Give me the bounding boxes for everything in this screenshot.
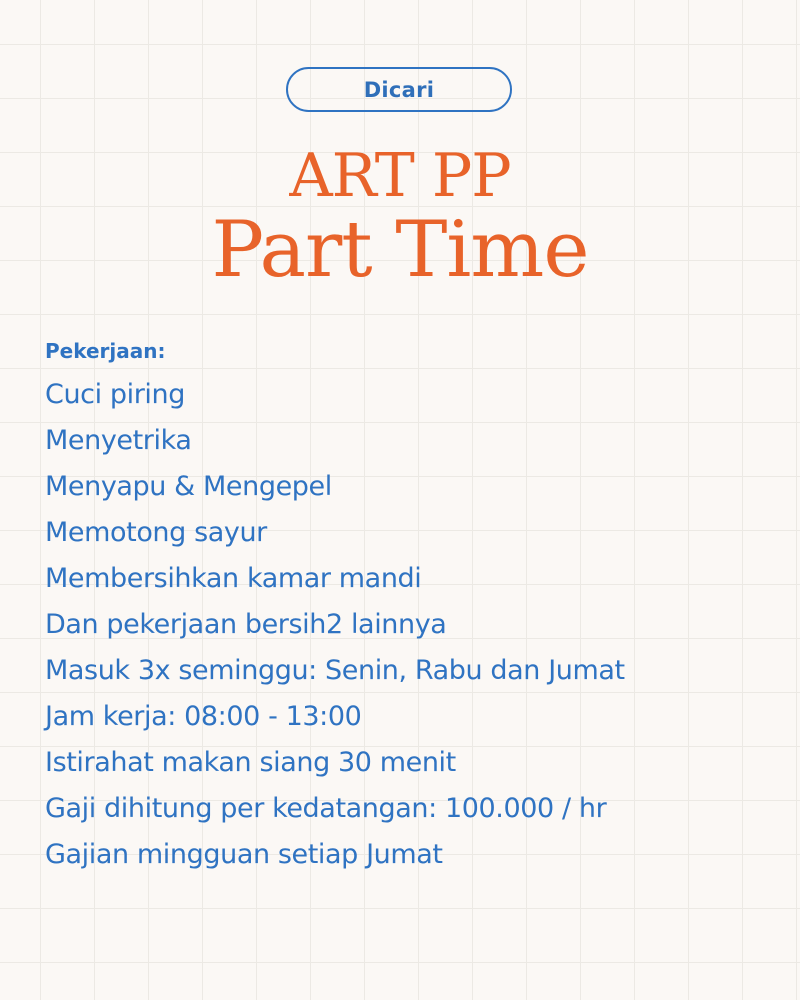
list-item: Memotong sayur (45, 517, 267, 548)
list-item: Cuci piring (45, 379, 185, 410)
badge-label: Dicari (363, 77, 435, 102)
list-item: Membersihkan kamar mandi (45, 563, 422, 594)
list-item: Dan pekerjaan bersih2 lainnya (45, 609, 447, 640)
list-item: Menyapu & Mengepel (45, 471, 332, 502)
list-item: Masuk 3x seminggu: Senin, Rabu dan Jumat (45, 655, 625, 686)
title-line-2: Part Time (211, 205, 589, 295)
list-item: Menyetrika (45, 425, 192, 456)
list-item: Gaji dihitung per kedatangan: 100.000 / hr (45, 793, 607, 824)
list-item: Istirahat makan siang 30 menit (45, 747, 456, 778)
list-item: Gajian mingguan setiap Jumat (45, 839, 443, 870)
title-line-1: ART PP (289, 141, 511, 211)
dicari-badge (286, 67, 512, 112)
list-item: Jam kerja: 08:00 - 13:00 (45, 701, 362, 732)
job-details-list (45, 372, 625, 878)
section-heading: Pekerjaan: (45, 339, 166, 363)
